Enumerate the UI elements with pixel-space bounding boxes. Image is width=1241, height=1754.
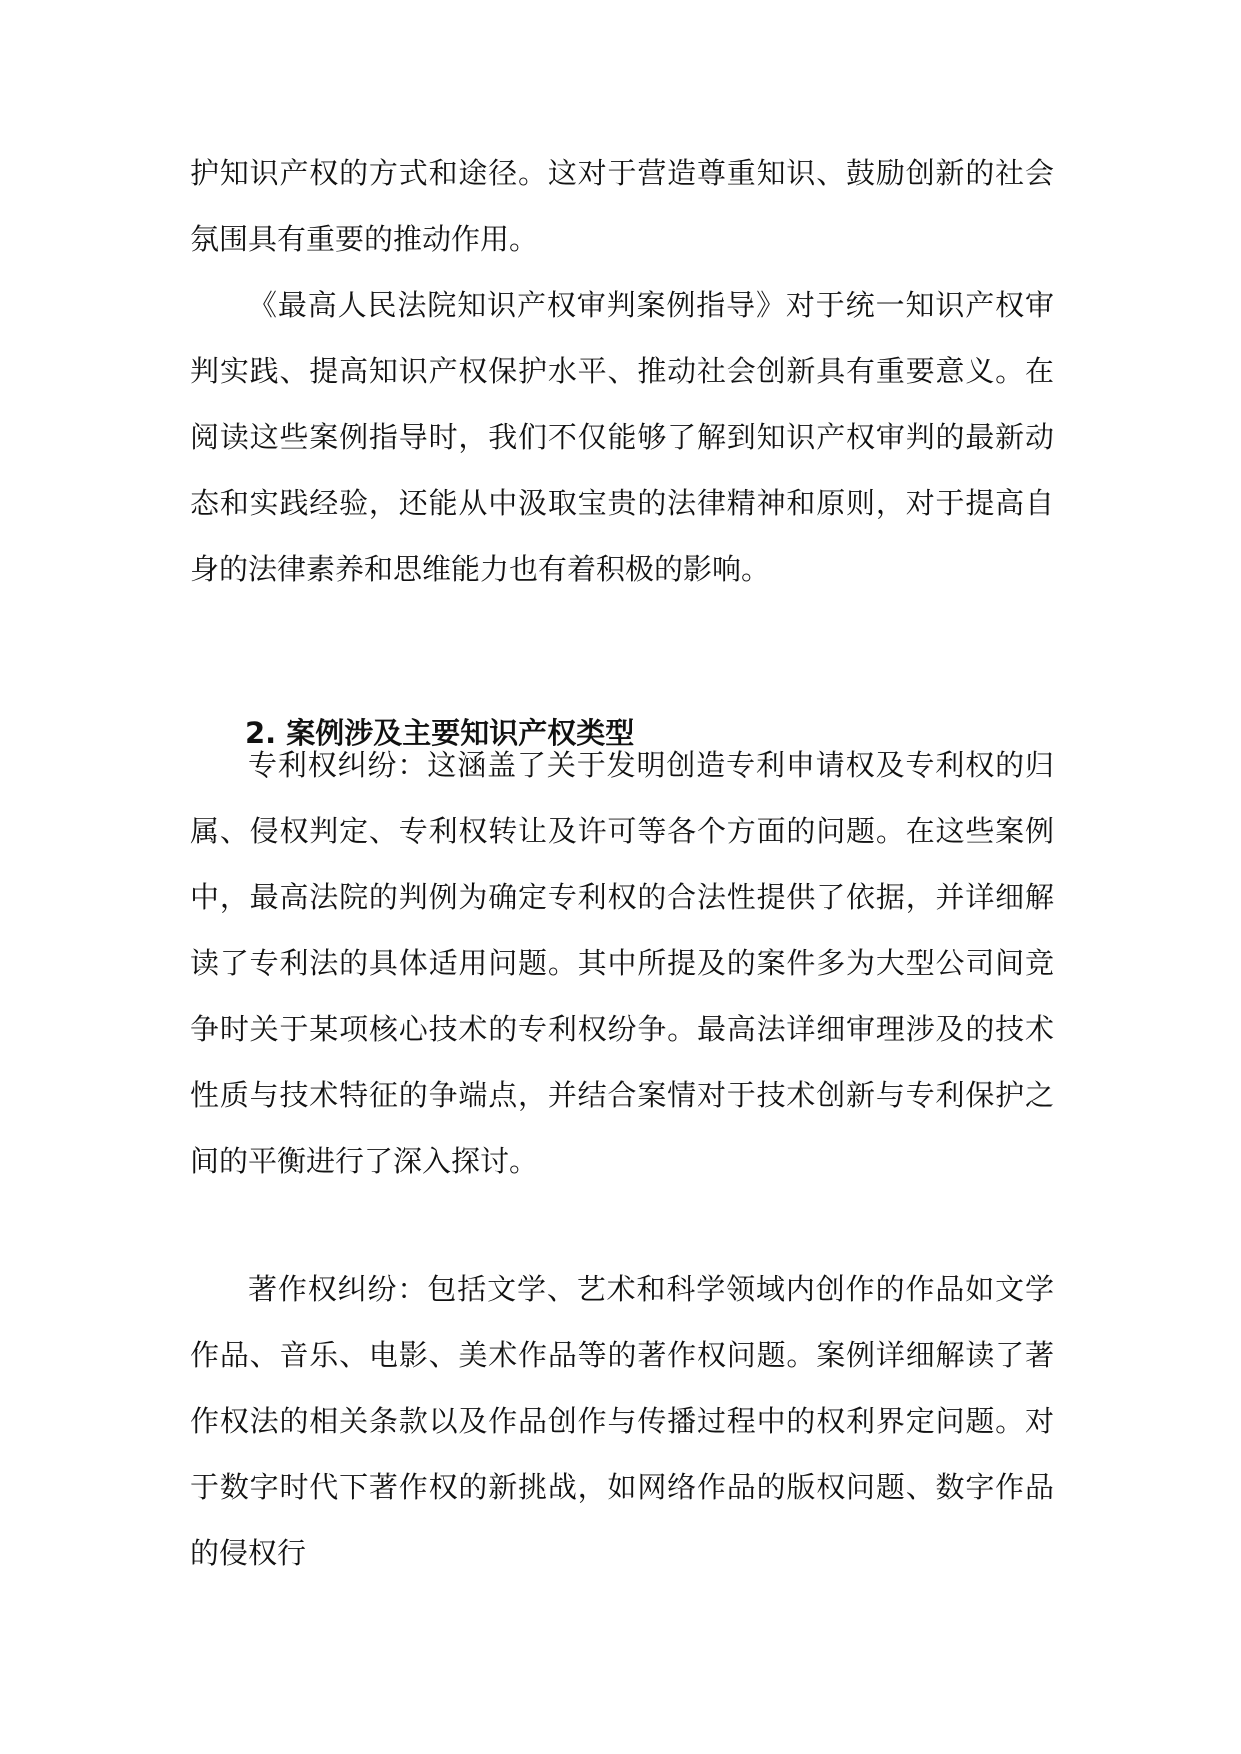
paragraph-patent-disputes: 专利权纠纷：这涵盖了关于发明创造专利申请权及专利权的归属、侵权判定、专利权转让及许可等各个方面的问题。在这些案例中，最高法院的判例为确定专利权的合法性提供了依据，并详细解读了专利法的具体适用问题。其中所提及的案件多为大型公司间竞争时关于某项核心技术的专利权纷争。最高法详细审理涉及的技术性质与技术特征的争端点，并结合案情对于技术创新与专利保护之间的平衡进行了深入探讨。	[190, 748, 1054, 1178]
paragraph-continuation: 护知识产权的方式和途径。这对于营造尊重知识、鼓励创新的社会氛围具有重要的推动作用。	[190, 156, 1054, 256]
paragraph-copyright-disputes: 著作权纠纷：包括文学、艺术和科学领域内创作的作品如文学作品、音乐、电影、美术作品等的著作权问题。案例详细解读了著作权法的相关条款以及作品创作与传播过程中的权利界定问题。对于数字时代下著作权的新挑战，如网络作品的版权问题、数字作品的侵权行	[190, 1272, 1054, 1570]
paragraph-case-guidance-significance: 《最高人民法院知识产权审判案例指导》对于统一知识产权审判实践、提高知识产权保护水平、推动社会创新具有重要意义。在阅读这些案例指导时，我们不仅能够了解到知识产权审判的最新动态和实践经验，还能从中汲取宝贵的法律精神和原则，对于提高自身的法律素养和思维能力也有着积极的影响。	[190, 288, 1054, 586]
section-heading: 2. 案例涉及主要知识产权类型	[245, 716, 635, 750]
